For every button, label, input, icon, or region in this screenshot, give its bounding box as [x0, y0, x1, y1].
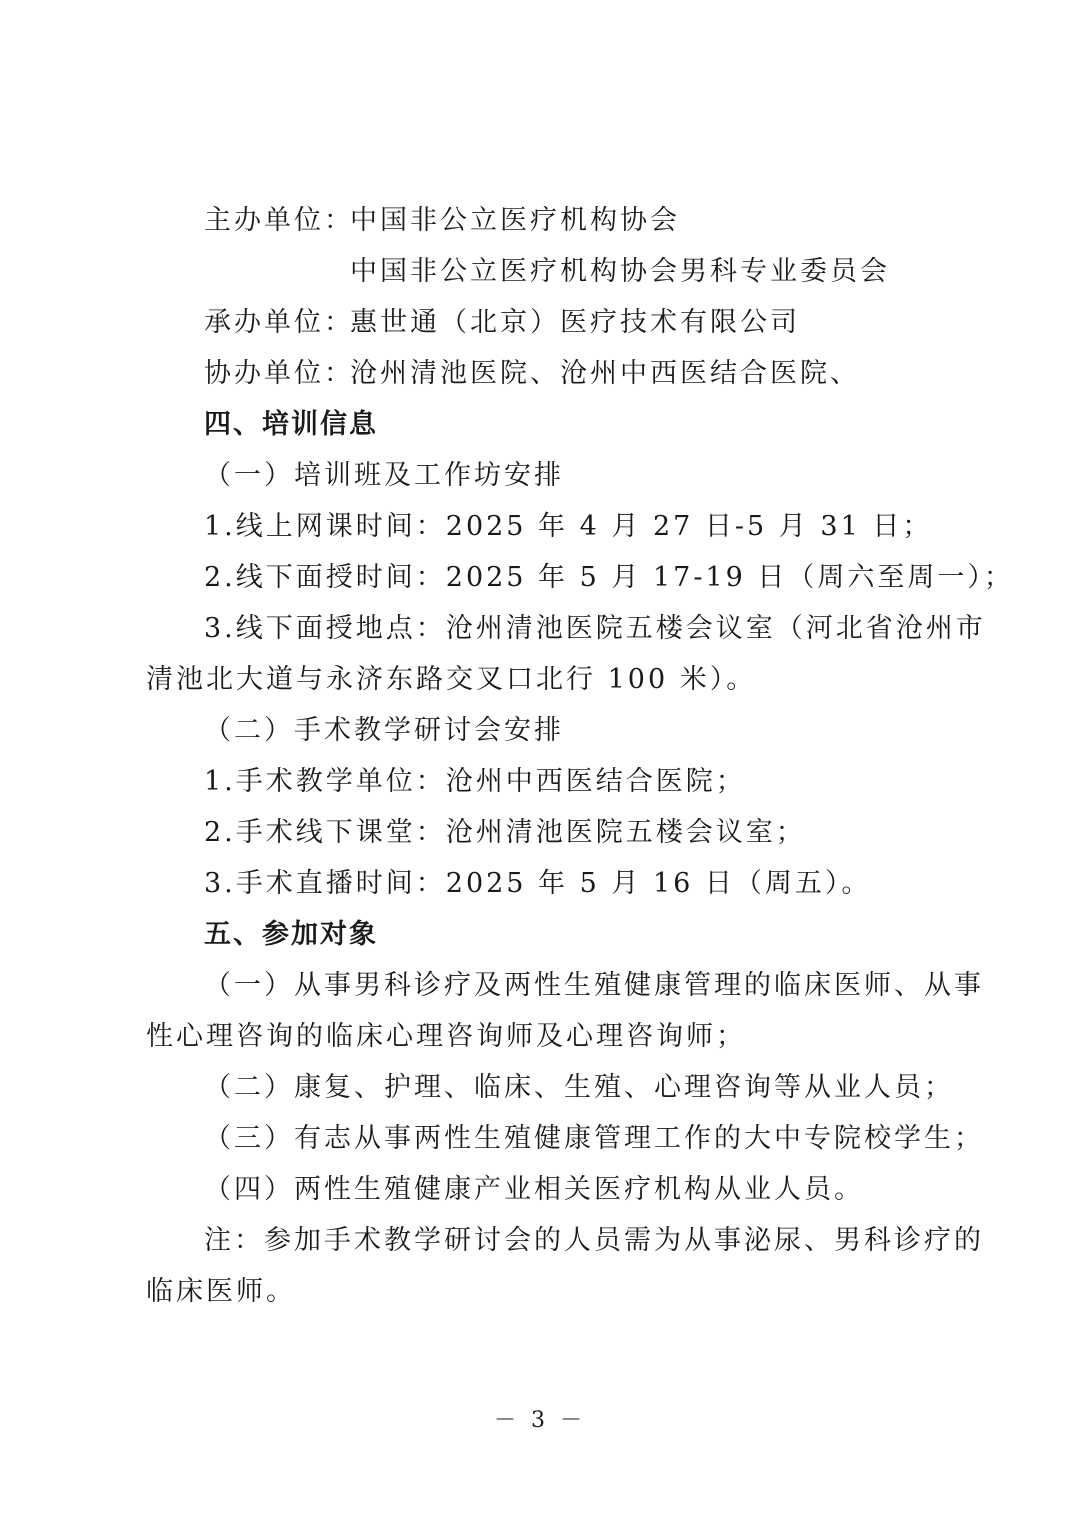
section-4-sub2-item3: 3.手术直播时间：2025 年 5 月 16 日（周五）。 — [204, 868, 872, 899]
section-5-heading: 五、参加对象 — [204, 919, 378, 950]
host-label: 主办单位： — [204, 205, 354, 236]
section-5-item2: （二）康复、护理、临床、生殖、心理咨询等从业人员； — [204, 1072, 954, 1103]
section-5-item1-line2: 性心理咨询的临床心理咨询师及心理咨询师； — [146, 1021, 746, 1052]
section-5-item4: （四）两性生殖健康产业相关医疗机构从业人员。 — [204, 1174, 864, 1205]
section-4-sub1-item2: 2.线下面授时间：2025 年 5 月 17-19 日（周六至周一）； — [204, 562, 1014, 593]
section-5-item3: （三）有志从事两性生殖健康管理工作的大中专院校学生； — [204, 1123, 984, 1154]
section-4-sub1-title: （一）培训班及工作坊安排 — [204, 460, 564, 491]
undertaker-unit: 惠世通（北京）医疗技术有限公司 — [350, 307, 800, 338]
section-4-sub1-item3-line2: 清池北大道与永济东路交叉口北行 100 米）。 — [146, 664, 757, 695]
section-4-heading: 四、培训信息 — [204, 409, 378, 440]
section-4-sub2-item2: 2.手术线下课堂：沧州清池医院五楼会议室； — [204, 817, 806, 848]
section-4-sub2-title: （二）手术教学研讨会安排 — [204, 715, 564, 746]
section-4-sub1-item1: 1.线上网课时间：2025 年 4 月 27 日-5 月 31 日； — [204, 511, 933, 542]
undertaker-label: 承办单位： — [204, 307, 354, 338]
section-5-note-line2: 临床医师。 — [146, 1276, 296, 1307]
page-number: － 3 － — [494, 1408, 586, 1433]
host-unit-2: 中国非公立医疗机构协会男科专业委员会 — [350, 256, 890, 287]
section-5-note-line1: 注：参加手术教学研讨会的人员需为从事泌尿、男科诊疗的 — [204, 1225, 984, 1256]
section-4-sub1-item3-line1: 3.线下面授地点：沧州清池医院五楼会议室（河北省沧州市 — [204, 613, 986, 644]
co-organizer-label: 协办单位： — [204, 358, 354, 389]
co-organizer-unit: 沧州清池医院、沧州中西医结合医院、 — [350, 358, 860, 389]
host-unit-1: 中国非公立医疗机构协会 — [350, 205, 680, 236]
section-5-item1-line1: （一）从事男科诊疗及两性生殖健康管理的临床医师、从事 — [204, 970, 984, 1001]
section-4-sub2-item1: 1.手术教学单位：沧州中西医结合医院； — [204, 766, 746, 797]
